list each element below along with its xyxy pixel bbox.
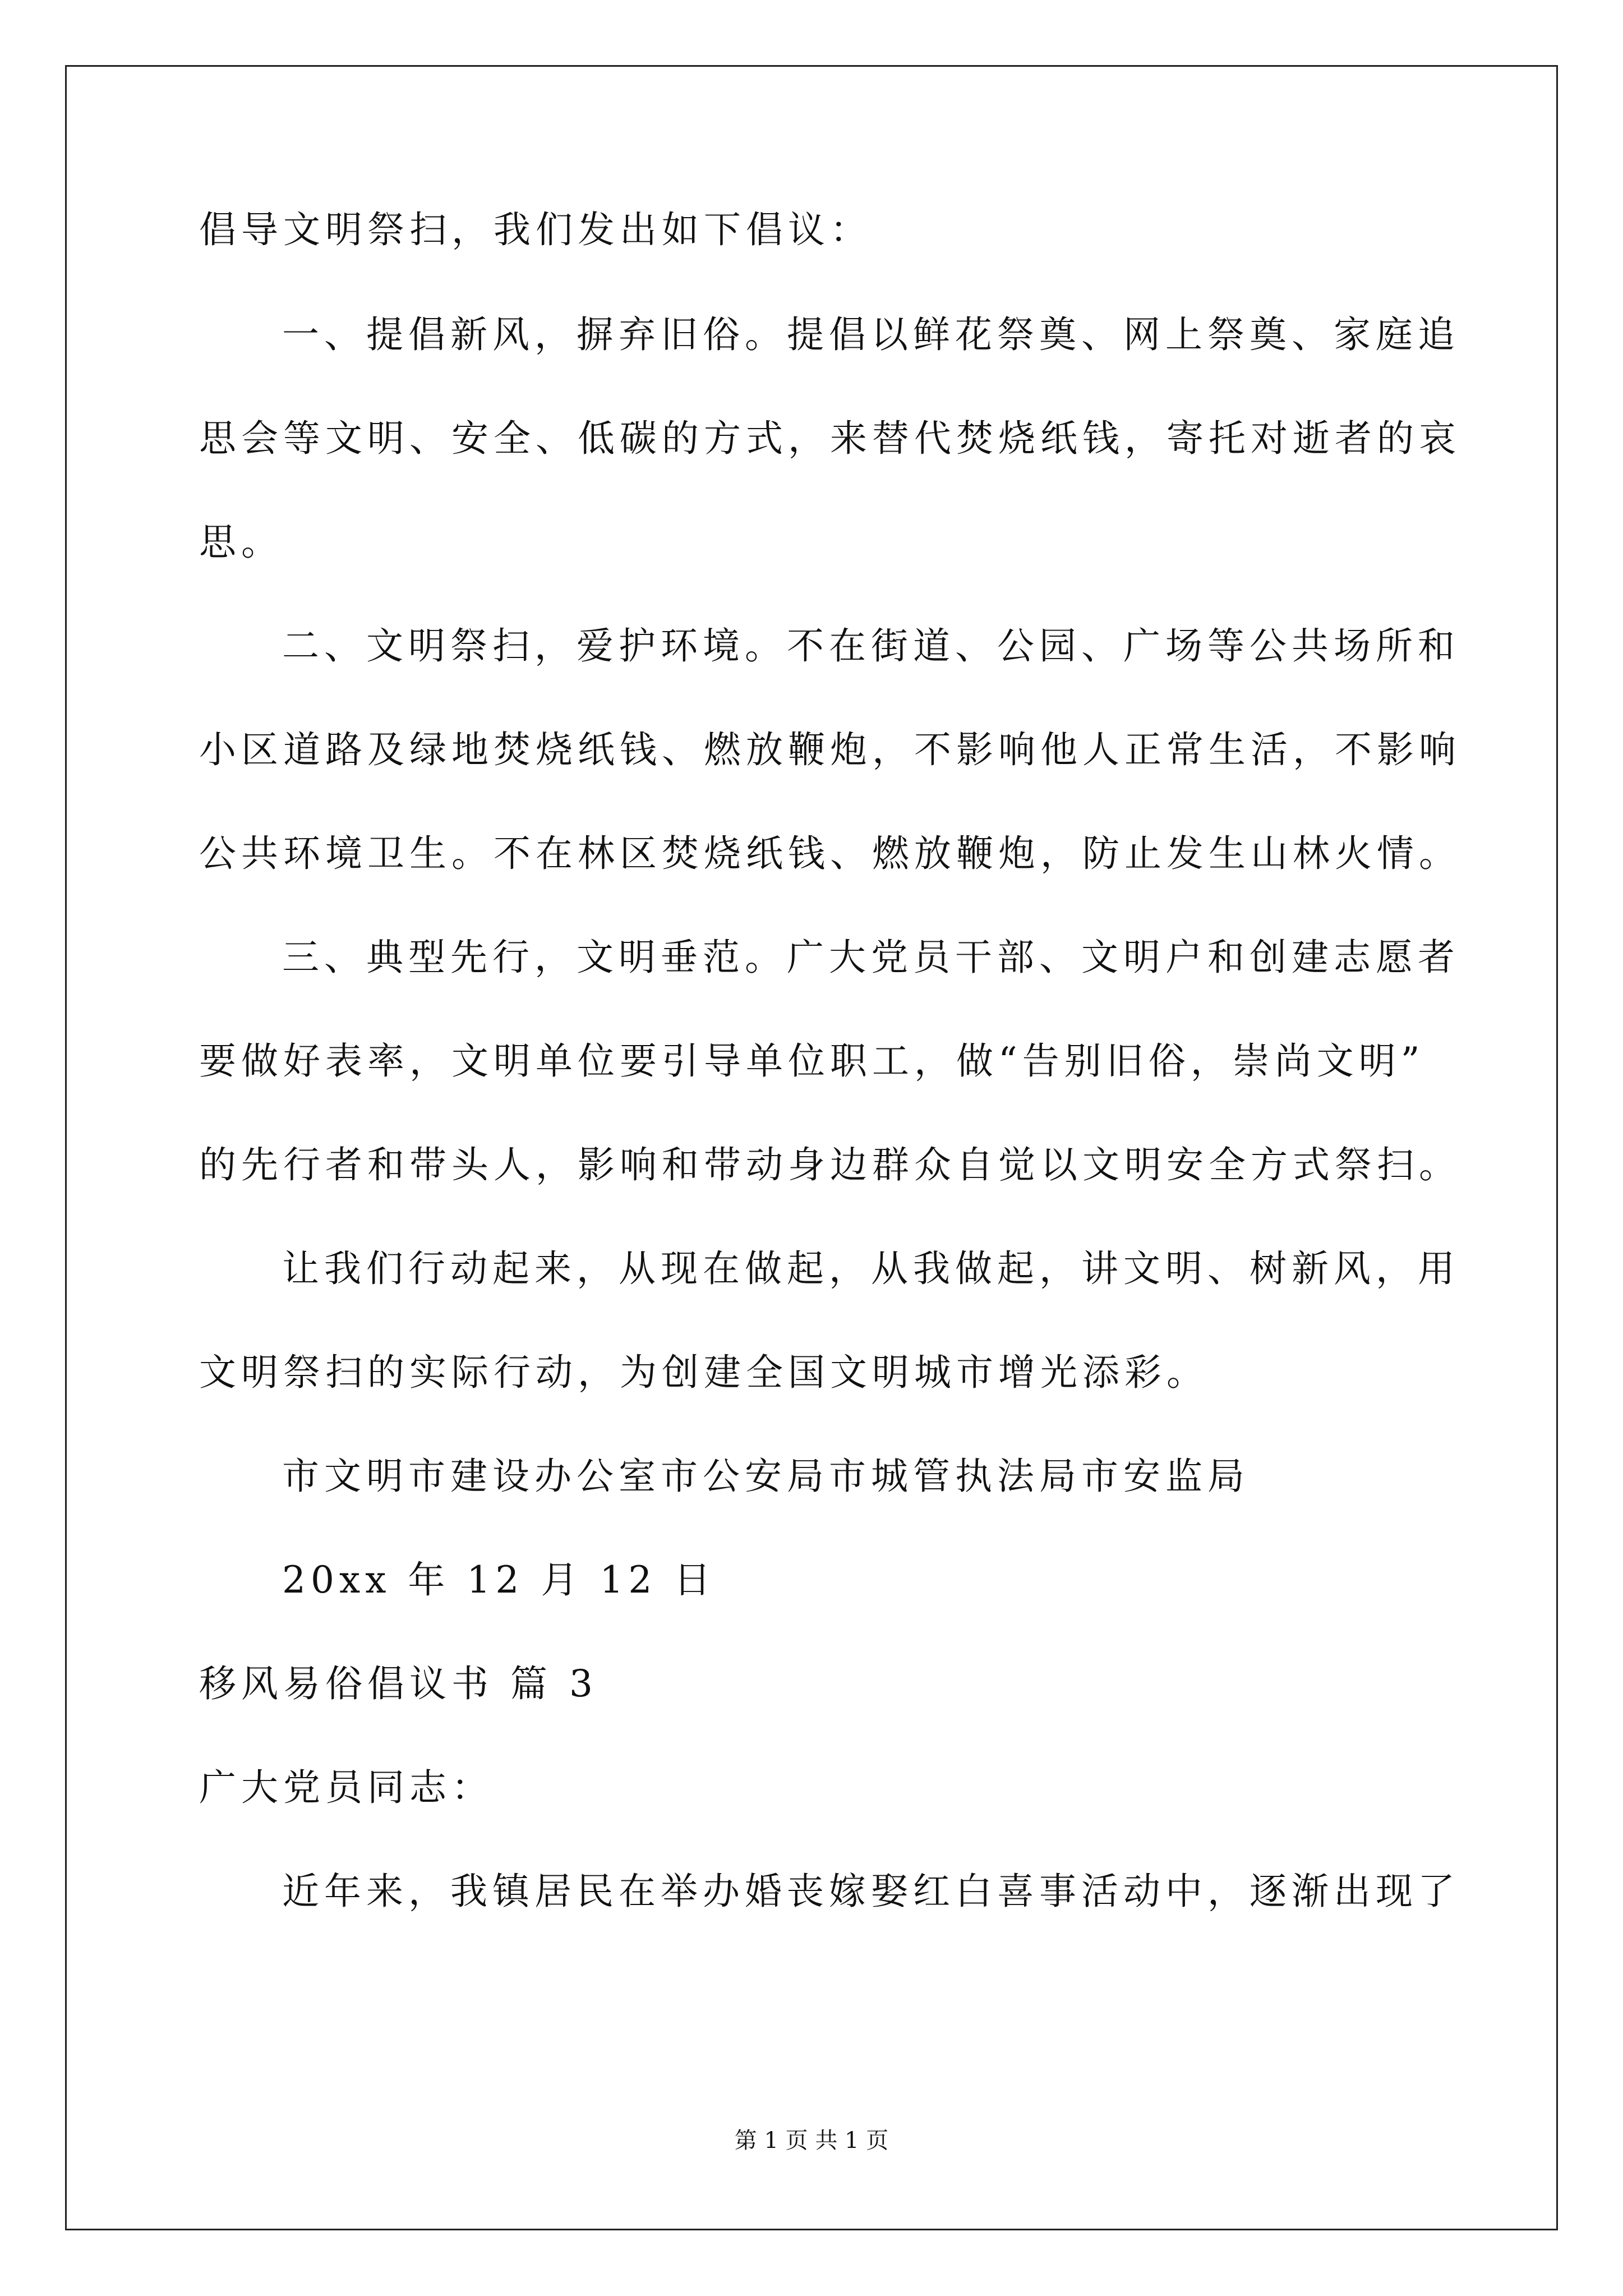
salutation-line: 广大党员同志： <box>199 1766 494 1809</box>
section-heading: 移风易俗倡议书 篇 3 <box>199 1662 598 1705</box>
proposal-1-line-1: 一、提倡新风，摒弃旧俗。提倡以鲜花祭奠、网上祭奠、家庭追 <box>282 313 1460 356</box>
page-footer: 第 1 页 共 1 页 <box>734 2128 889 2154</box>
proposal-3-line-1: 三、典型先行，文明垂范。广大党员干部、文明户和创建志愿者 <box>282 936 1460 979</box>
proposal-2-line-3: 公共环境卫生。不在林区焚烧纸钱、燃放鞭炮，防止发生山林火情。 <box>199 832 1461 875</box>
proposal-3-line-3: 的先行者和带头人，影响和带动身边群众自觉以文明安全方式祭扫。 <box>199 1143 1461 1186</box>
proposal-1-line-2: 思会等文明、安全、低碳的方式，来替代焚烧纸钱，寄托对逝者的哀 <box>199 417 1461 460</box>
proposal-2-line-1: 二、文明祭扫，爱护环境。不在街道、公园、广场等公共场所和 <box>282 624 1460 668</box>
intro-line: 倡导文明祭扫，我们发出如下倡议： <box>199 208 872 251</box>
closing-line-2: 文明祭扫的实际行动，为创建全国文明城市增光添彩。 <box>199 1351 1209 1394</box>
closing-line-1: 让我们行动起来，从现在做起，从我做起，讲文明、树新风，用 <box>282 1247 1460 1290</box>
body-line: 近年来，我镇居民在举办婚丧嫁娶红白喜事活动中，逐渐出现了 <box>282 1870 1460 1913</box>
proposal-2-line-2: 小区道路及绿地焚烧纸钱、燃放鞭炮，不影响他人正常生活，不影响 <box>199 728 1461 771</box>
proposal-3-line-2: 要做好表率，文明单位要引导单位职工，做“告别旧俗，崇尚文明” <box>199 1039 1425 1083</box>
signature-line: 市文明市建设办公室市公安局市城管执法局市安监局 <box>282 1455 1249 1498</box>
date-line: 20xx 年 12 月 12 日 <box>282 1558 716 1602</box>
proposal-1-line-3: 思。 <box>199 521 283 564</box>
